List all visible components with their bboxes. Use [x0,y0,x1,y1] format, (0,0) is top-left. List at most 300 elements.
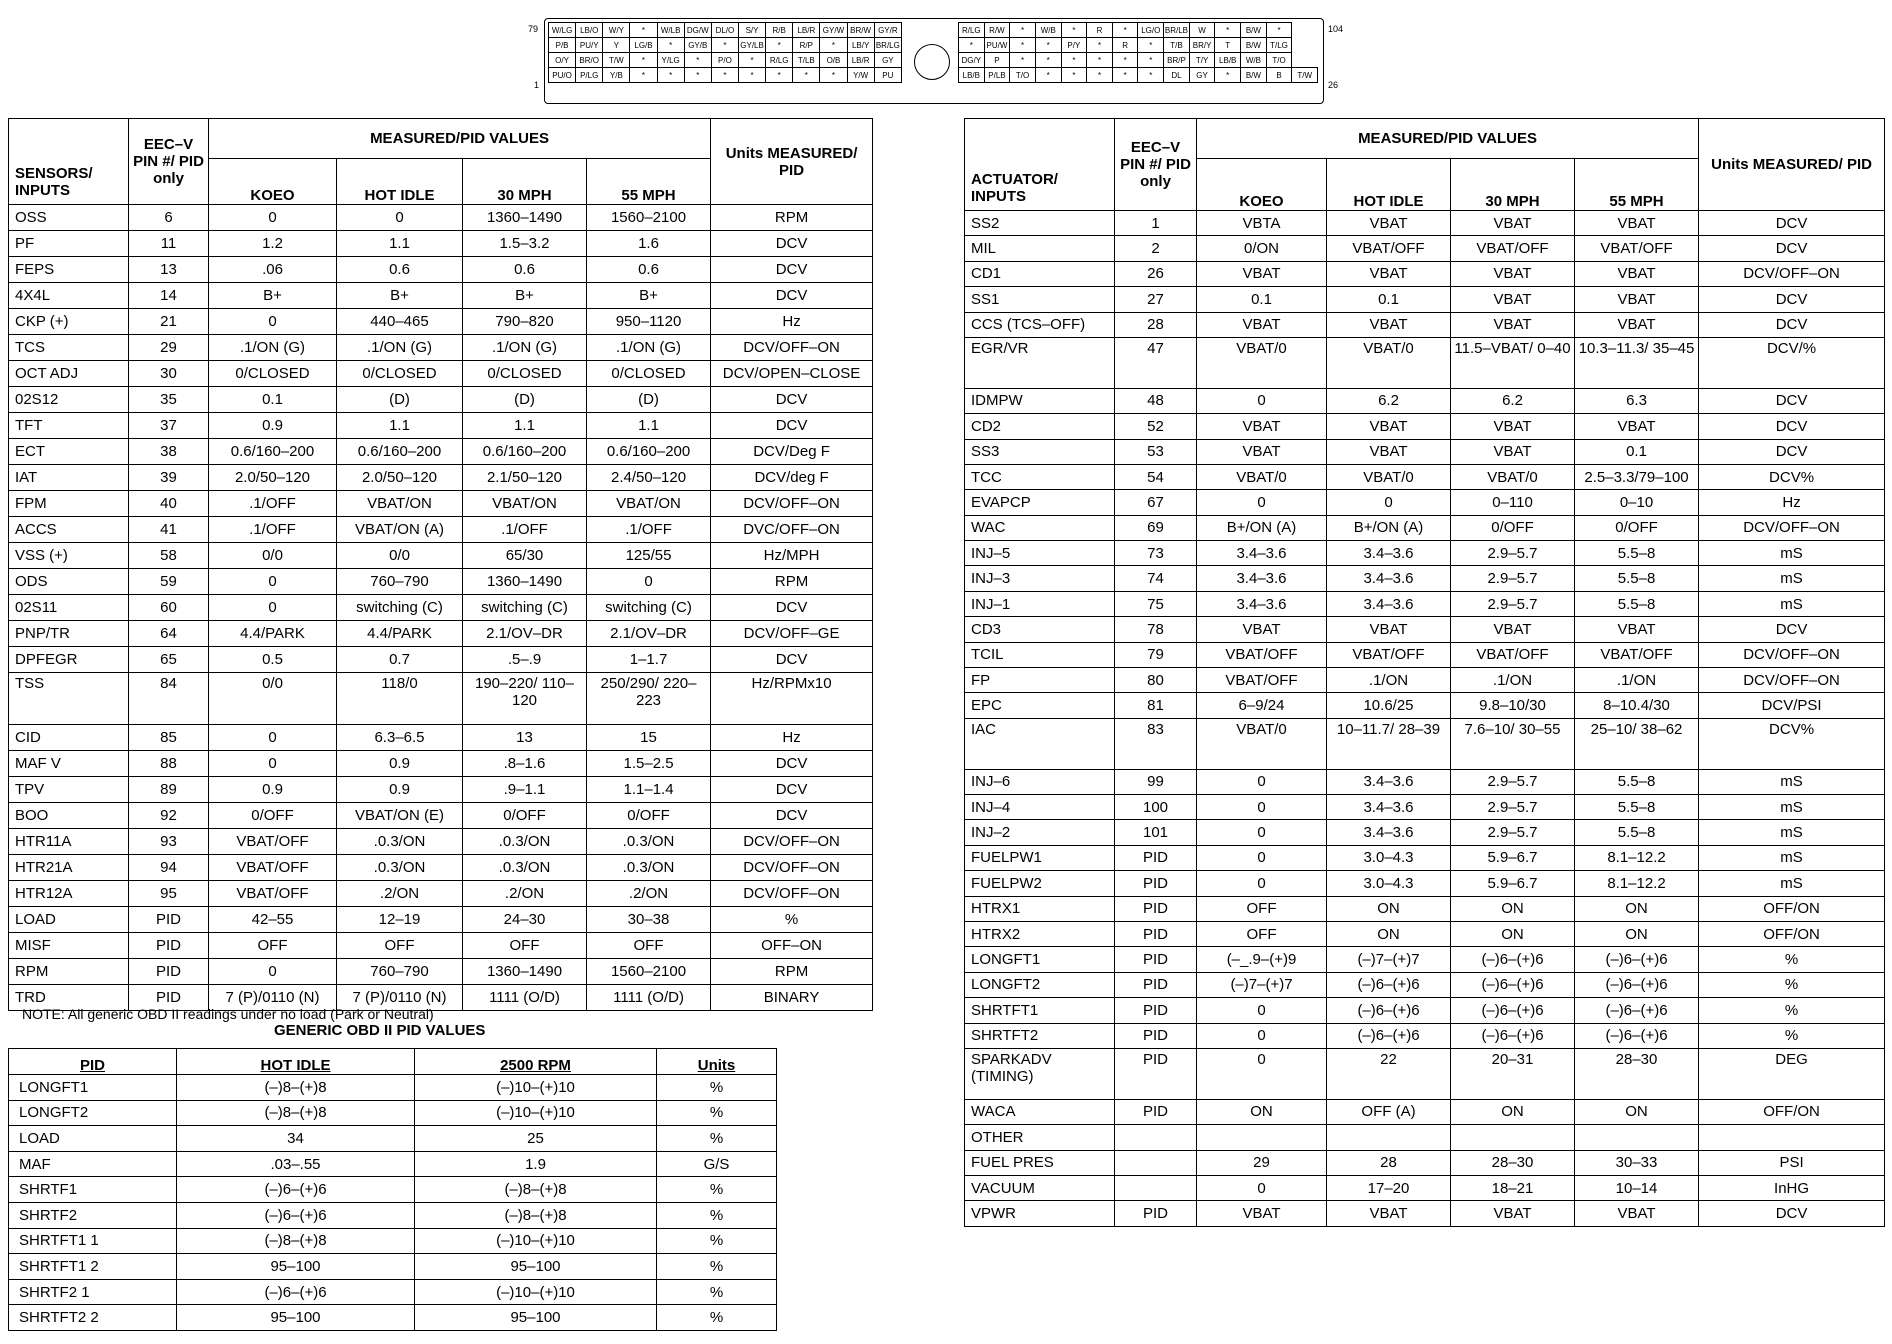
connector-pin: S/Y [738,23,765,38]
connector-pin: * [630,68,657,83]
actuators-row [965,1048,1885,1099]
actuators-cell: 5.5–8 [1575,769,1699,794]
sensors-cell: .1/OFF [209,517,337,543]
connector-pin: P/B [549,38,576,53]
sensors-cell: .8–1.6 [463,751,587,777]
sensors-cell: 2.1/OV–DR [587,621,711,647]
connector-pin: P/Y [1061,38,1087,53]
sensors-cell: DCV [711,387,873,413]
actuators-cell: EGR/VR [965,337,1115,388]
sensors-cell: 0/0 [337,543,463,569]
actuators-cell: 0 [1197,1023,1327,1048]
generic-row [9,1305,777,1331]
actuators-cell [1197,1125,1327,1150]
connector-pin: * [766,38,793,53]
generic-cell: SHRTF1 [9,1177,177,1203]
actuators-cell: 0 [1197,820,1327,845]
actuators-cell: (–)6–(+)6 [1575,947,1699,972]
actuators-cell: SS3 [965,439,1115,464]
generic-header-pid: PID [9,1049,177,1075]
sensors-cell: DCV/OFF–GE [711,621,873,647]
actuators-cell: 2.9–5.7 [1451,795,1575,820]
sensors-cell: OFF [337,933,463,959]
sensors-row [9,465,873,491]
actuators-cell: VBAT/OFF [1327,236,1451,261]
generic-cell: % [657,1202,777,1228]
connector-pin: * [793,68,820,83]
sensors-cell: DCV/OFF–ON [711,491,873,517]
connector-pin: GY [874,53,901,68]
actuators-table-body [965,211,1885,1227]
generic-cell: (–)10–(+)10 [415,1228,657,1254]
actuators-cell: Hz [1699,490,1885,515]
actuators-cell: DCV [1699,617,1885,642]
sensors-cell: 4X4L [9,283,129,309]
sensors-row [9,881,873,907]
sensors-cell: 440–465 [337,309,463,335]
connector-pin: Y [603,38,630,53]
connector-pin: T/LG [1266,38,1292,53]
connector-left-row [549,53,902,68]
actuators-cell: 8–10.4/30 [1575,693,1699,718]
sensors-cell: 0 [209,309,337,335]
sensors-table [8,118,873,1011]
connector-pin: * [1035,53,1061,68]
actuators-cell: PID [1115,896,1197,921]
generic-row [9,1202,777,1228]
connector-pin: LG/O [1138,23,1164,38]
actuators-cell: VBAT/OFF [1327,642,1451,667]
actuators-cell: SHRTFT2 [965,1023,1115,1048]
connector-right-row [959,53,1318,68]
actuators-cell: DCV [1699,236,1885,261]
sensors-cell: VBAT/OFF [209,829,337,855]
connector-pin: P/LB [984,68,1010,83]
sensors-cell: DCV [711,413,873,439]
sensors-cell: ACCS [9,517,129,543]
actuators-cell: % [1699,947,1885,972]
actuators-cell: 2.9–5.7 [1451,541,1575,566]
connector-pin: * [1035,68,1061,83]
actuators-cell: 1 [1115,211,1197,236]
sensors-row [9,413,873,439]
sensors-cell: switching (C) [463,595,587,621]
actuators-cell: VBAT [1327,261,1451,286]
connector-pin: * [766,68,793,83]
actuators-cell: VBAT [1197,312,1327,337]
actuators-row [965,795,1885,820]
actuators-cell: VBAT/0 [1327,464,1451,489]
connector-pin: P/LG [576,68,603,83]
actuators-cell: PSI [1699,1150,1885,1175]
sensors-cell: switching (C) [587,595,711,621]
connector-pin: R/LG [959,23,985,38]
actuators-cell: ON [1327,896,1451,921]
sensors-cell: RPM [711,205,873,231]
sensors-cell: 12–19 [337,907,463,933]
sensors-cell: VBAT/ON [587,491,711,517]
actuators-header-inputs: ACTUATOR/ INPUTS [965,119,1115,211]
actuators-row [965,820,1885,845]
actuators-cell: 3.4–3.6 [1197,591,1327,616]
actuators-cell: ON [1327,921,1451,946]
actuators-cell: 2.9–5.7 [1451,591,1575,616]
actuators-cell: 28 [1115,312,1197,337]
sensors-cell: B+ [463,283,587,309]
sensors-cell: .0.3/ON [463,829,587,855]
generic-cell: LONGFT1 [9,1075,177,1101]
actuators-cell: 69 [1115,515,1197,540]
actuators-cell: EVAPCP [965,490,1115,515]
actuators-row [965,236,1885,261]
sensors-cell: 1.6 [587,231,711,257]
sensors-cell: BOO [9,803,129,829]
actuators-cell: VBAT [1575,211,1699,236]
actuators-cell: CD1 [965,261,1115,286]
actuators-cell: 3.4–3.6 [1327,541,1451,566]
actuators-cell: mS [1699,541,1885,566]
actuators-cell: .1/ON [1327,668,1451,693]
actuators-cell: 0 [1197,388,1327,413]
sensors-cell: 1.1–1.4 [587,777,711,803]
sensors-cell: PID [129,959,209,985]
actuators-cell: VBAT/0 [1327,337,1451,388]
actuators-cell: INJ–2 [965,820,1115,845]
sensors-cell: 41 [129,517,209,543]
generic-row [9,1177,777,1203]
actuators-row [965,337,1885,388]
generic-cell: 25 [415,1126,657,1152]
actuators-cell: 0 [1197,490,1327,515]
actuators-cell: 6.3 [1575,388,1699,413]
actuators-cell: 79 [1115,642,1197,667]
actuators-header-55mph: 55 MPH [1575,159,1699,211]
sensors-cell: 13 [463,725,587,751]
actuators-cell: INJ–5 [965,541,1115,566]
connector-pin: * [1138,53,1164,68]
actuators-cell: 52 [1115,414,1197,439]
actuators-row [965,1099,1885,1124]
actuators-cell: mS [1699,820,1885,845]
sensors-cell: 0 [209,959,337,985]
sensors-cell: 6 [129,205,209,231]
actuators-cell: VBAT [1451,1201,1575,1226]
actuators-row [965,1023,1885,1048]
sensors-cell: 6.3–6.5 [337,725,463,751]
actuators-cell: DCV/OFF–ON [1699,642,1885,667]
generic-row [9,1100,777,1126]
sensors-cell: 0.9 [337,777,463,803]
sensors-cell: 1.2 [209,231,337,257]
connector-pin: R/P [793,38,820,53]
sensors-row [9,543,873,569]
sensors-cell: .1/ON (G) [587,335,711,361]
connector-pin: W/B [1241,53,1267,68]
connector-pin: DG/Y [959,53,985,68]
actuators-cell: VBAT/OFF [1575,236,1699,261]
connector-pin: * [1215,23,1241,38]
connector-left-grid [548,22,902,83]
connector-pin: GY/W [820,23,847,38]
actuators-cell: 53 [1115,439,1197,464]
actuators-cell: 83 [1115,718,1197,769]
actuators-cell: CD2 [965,414,1115,439]
actuators-cell: OFF (A) [1327,1099,1451,1124]
sensors-cell: 0 [209,595,337,621]
actuators-header-pin: EEC–V PIN #/ PID only [1115,119,1197,211]
actuators-cell: MIL [965,236,1115,261]
sensors-header-55mph: 55 MPH [587,159,711,205]
connector-left-row [549,68,902,83]
sensors-cell: B+ [209,283,337,309]
sensors-row [9,673,873,725]
sensors-cell: Hz/RPMx10 [711,673,873,725]
actuators-cell: ON [1197,1099,1327,1124]
actuators-row [965,439,1885,464]
actuators-cell: 80 [1115,668,1197,693]
sensors-cell: OSS [9,205,129,231]
obd-note: NOTE: All generic OBD II readings under no load (Park or Neutral) [22,1006,434,1022]
connector-pin: T [1215,38,1241,53]
actuators-cell: VBAT [1197,414,1327,439]
sensors-row [9,777,873,803]
sensors-cell: CID [9,725,129,751]
sensors-cell: 84 [129,673,209,725]
connector-pin: R/B [766,23,793,38]
actuators-cell: (–)6–(+)6 [1575,998,1699,1023]
connector-pin: R [1087,23,1113,38]
sensors-cell: DCV [711,803,873,829]
generic-cell: 95–100 [177,1305,415,1331]
actuators-cell: DCV/PSI [1699,693,1885,718]
sensors-row [9,335,873,361]
connector-pin: GY [1189,68,1215,83]
actuators-cell: 28 [1327,1150,1451,1175]
actuators-row [965,388,1885,413]
connector-pin: W/Y [603,23,630,38]
actuators-cell: IAC [965,718,1115,769]
actuators-cell: DCV/OFF–ON [1699,515,1885,540]
sensors-cell: 0.5 [209,647,337,673]
sensors-cell: 24–30 [463,907,587,933]
sensors-cell: 1.1 [337,413,463,439]
actuators-cell: VBAT/OFF [1451,236,1575,261]
sensors-header-30mph: 30 MPH [463,159,587,205]
sensors-cell: RPM [9,959,129,985]
sensors-header-measured: MEASURED/PID VALUES [209,119,711,159]
actuators-cell: VBAT [1327,1201,1451,1226]
generic-cell: 1.9 [415,1151,657,1177]
actuators-row [965,1175,1885,1200]
connector-pin: * [1010,38,1036,53]
sensors-cell: 7 (P)/0110 (N) [337,985,463,1011]
actuators-cell: VBAT/0 [1197,337,1327,388]
actuators-cell: VBAT [1575,261,1699,286]
sensors-cell: 4.4/PARK [209,621,337,647]
sensors-cell: 1.1 [337,231,463,257]
sensors-cell: HTR21A [9,855,129,881]
sensors-cell: DCV [711,231,873,257]
connector-pin: LB/Y [847,38,874,53]
sensors-cell: 0 [587,569,711,595]
connector-pin: Y/B [603,68,630,83]
generic-row [9,1075,777,1101]
actuators-cell: 30–33 [1575,1150,1699,1175]
connector-left-row [549,23,902,38]
sensors-cell: 118/0 [337,673,463,725]
actuators-table [964,118,1885,1227]
actuators-cell: 0/OFF [1451,515,1575,540]
generic-cell: % [657,1075,777,1101]
sensors-row [9,491,873,517]
generic-cell: % [657,1305,777,1331]
pin-label-1: 1 [534,80,540,90]
actuators-cell: VBAT [1197,617,1327,642]
actuators-row [965,1150,1885,1175]
sensors-cell: 88 [129,751,209,777]
actuators-row [965,769,1885,794]
sensors-cell: LOAD [9,907,129,933]
actuators-cell: VBAT/OFF [1451,642,1575,667]
actuators-cell: VBAT [1451,414,1575,439]
sensors-cell: 40 [129,491,209,517]
actuators-cell: mS [1699,795,1885,820]
connector-pin: Y/LG [657,53,684,68]
sensors-cell: 1111 (O/D) [463,985,587,1011]
generic-cell: SHRTFT1 2 [9,1254,177,1280]
connector-pin: * [1061,68,1087,83]
sensors-cell: 02S11 [9,595,129,621]
generic-row [9,1126,777,1152]
actuators-cell: 5.9–6.7 [1451,871,1575,896]
connector-pin: T/W [1292,68,1318,83]
sensors-row [9,257,873,283]
connector-pin: * [738,53,765,68]
generic-cell: SHRTFT2 2 [9,1305,177,1331]
actuators-cell: ON [1575,1099,1699,1124]
connector-pin: * [657,38,684,53]
actuators-cell: INJ–3 [965,566,1115,591]
connector-pin: * [1061,53,1087,68]
actuators-cell: FUEL PRES [965,1150,1115,1175]
connector-pin: P [984,53,1010,68]
actuators-cell: 3.4–3.6 [1327,820,1451,845]
connector-pin: LB/R [793,23,820,38]
sensors-row [9,647,873,673]
generic-row [9,1151,777,1177]
sensors-header-hot-idle: HOT IDLE [337,159,463,205]
connector-pin: * [820,38,847,53]
sensors-cell: DCV/deg F [711,465,873,491]
generic-header-hot-idle: HOT IDLE [177,1049,415,1075]
sensors-cell: 0/CLOSED [337,361,463,387]
generic-cell: % [657,1126,777,1152]
connector-right-row [959,38,1318,53]
connector-pin: * [1112,53,1138,68]
connector-pin: * [684,53,711,68]
sensors-cell: DCV/OFF–ON [711,881,873,907]
sensors-row [9,829,873,855]
actuators-cell: 28–30 [1575,1048,1699,1099]
actuators-cell: DCV [1699,211,1885,236]
actuators-cell: DCV [1699,312,1885,337]
pin-label-79: 79 [528,24,539,34]
actuators-cell: CCS (TCS–OFF) [965,312,1115,337]
sensors-cell: 65 [129,647,209,673]
sensors-cell: TCS [9,335,129,361]
generic-cell: (–)8–(+)8 [415,1177,657,1203]
actuators-cell: 100 [1115,795,1197,820]
actuators-cell: 18–21 [1451,1175,1575,1200]
actuators-cell [1115,1125,1197,1150]
sensors-cell: .0.3/ON [587,855,711,881]
sensors-cell: DCV/OFF–ON [711,335,873,361]
sensors-cell: (D) [337,387,463,413]
connector-pin: R/LG [766,53,793,68]
sensors-cell: OFF–ON [711,933,873,959]
sensors-cell: 1360–1490 [463,569,587,595]
actuators-cell: LONGFT1 [965,947,1115,972]
actuators-header-koeo: KOEO [1197,159,1327,211]
sensors-cell: 0/OFF [587,803,711,829]
connector-pin: R [1112,38,1138,53]
sensors-cell: 1360–1490 [463,959,587,985]
sensors-cell: TFT [9,413,129,439]
actuators-cell: VBAT/0 [1197,718,1327,769]
actuators-cell: 2.9–5.7 [1451,566,1575,591]
actuators-cell: ON [1451,1099,1575,1124]
actuators-cell: VBAT/OFF [1197,642,1327,667]
sensors-cell: 1.5–2.5 [587,751,711,777]
generic-cell: SHRTF2 [9,1202,177,1228]
actuators-cell: 67 [1115,490,1197,515]
actuators-cell: 74 [1115,566,1197,591]
actuators-cell: (–)6–(+)6 [1575,972,1699,997]
actuators-row [965,287,1885,312]
connector-pin: * [630,23,657,38]
actuators-cell: DCV/% [1699,337,1885,388]
connector-pin: * [1266,23,1292,38]
sensors-cell: .1/ON (G) [209,335,337,361]
sensors-cell: VBAT/ON [337,491,463,517]
actuators-cell: VBAT/0 [1451,464,1575,489]
actuators-cell: INJ–6 [965,769,1115,794]
sensors-cell: MISF [9,933,129,959]
actuators-cell: OFF/ON [1699,896,1885,921]
actuators-cell: 73 [1115,541,1197,566]
sensors-cell: 85 [129,725,209,751]
actuators-cell: 3.4–3.6 [1197,566,1327,591]
actuators-cell [1575,1125,1699,1150]
actuators-row [965,947,1885,972]
sensors-cell: 1.1 [463,413,587,439]
sensors-cell: 02S12 [9,387,129,413]
connector-pin: T/B [1164,38,1190,53]
sensors-cell: .0.3/ON [337,855,463,881]
sensors-cell: ODS [9,569,129,595]
sensors-cell: 14 [129,283,209,309]
connector-pin: Y/W [847,68,874,83]
connector-pin: LB/R [847,53,874,68]
sensors-cell: PID [129,933,209,959]
sensors-cell: 0 [209,569,337,595]
actuators-cell: 3.4–3.6 [1327,795,1451,820]
actuators-cell: OTHER [965,1125,1115,1150]
sensors-row [9,361,873,387]
actuators-cell: PID [1115,972,1197,997]
connector-pin: DL/O [711,23,738,38]
sensors-cell: VBAT/ON (A) [337,517,463,543]
